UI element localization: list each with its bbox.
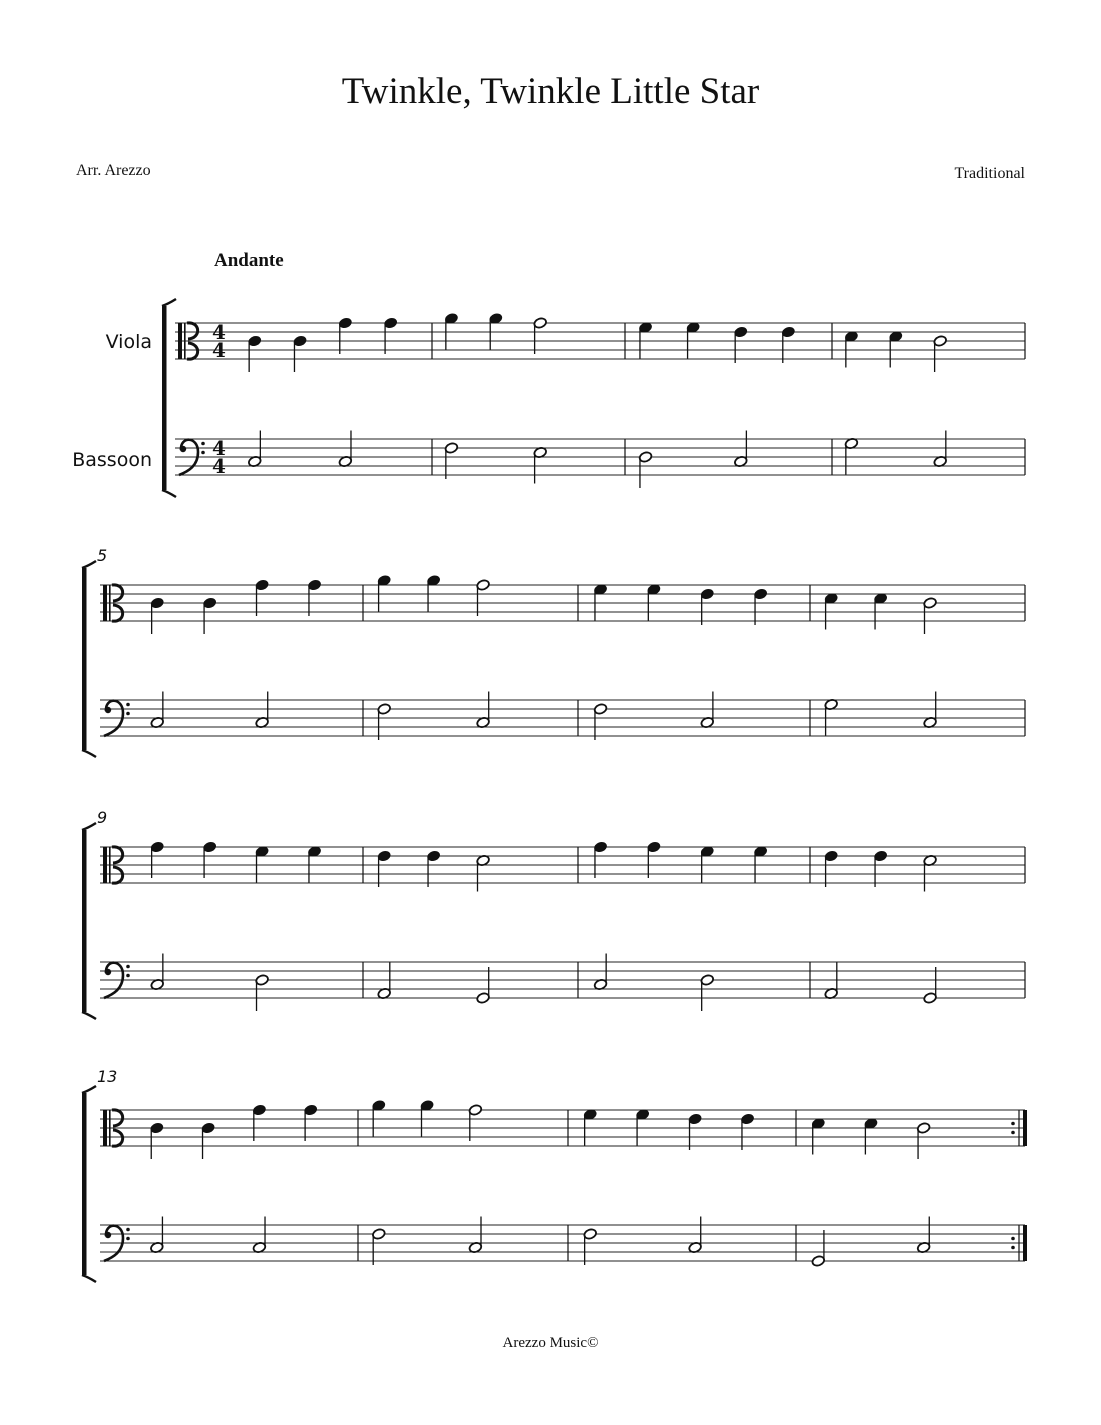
half-note — [700, 692, 714, 729]
half-note — [811, 1230, 825, 1267]
quarter-note — [593, 583, 607, 620]
half-note — [824, 963, 838, 1000]
bass-clef-head — [105, 707, 111, 713]
half-note — [255, 692, 269, 729]
repeat-dot — [1011, 1237, 1015, 1241]
repeat-dot — [1011, 1246, 1015, 1250]
bassoon-staff — [100, 1225, 1025, 1261]
half-note — [468, 1104, 482, 1141]
quarter-note — [203, 597, 217, 634]
quarter-note — [248, 335, 262, 372]
half-note — [476, 692, 490, 729]
bass-clef-dot-upper — [126, 703, 130, 707]
quarter-note — [377, 850, 391, 887]
bracket-bottom-hook — [162, 490, 176, 497]
time-signature-beats: 4 — [212, 320, 226, 344]
half-note — [933, 335, 947, 372]
half-note — [468, 1217, 482, 1254]
quarter-note — [203, 841, 217, 878]
half-note — [593, 954, 607, 991]
bass-clef-dot-lower — [126, 974, 130, 978]
system-bracket — [82, 1086, 96, 1282]
half-note — [923, 967, 937, 1004]
half-note — [688, 1217, 702, 1254]
quarter-note — [384, 317, 398, 354]
half-note — [923, 854, 937, 891]
alto-clef-upper-curve — [112, 1110, 123, 1126]
quarter-note — [638, 321, 652, 358]
arranger-credit: Arr. Arezzo — [76, 162, 151, 179]
half-note — [252, 1217, 266, 1254]
quarter-note — [307, 845, 321, 882]
bassoon-staff — [100, 700, 1025, 736]
viola-staff — [100, 847, 1025, 883]
half-note — [917, 1122, 931, 1159]
measure-number: 5 — [97, 546, 108, 565]
quarter-note — [293, 335, 307, 372]
alto-clef-thick-bar — [103, 1110, 107, 1146]
alto-clef-lower-curve — [187, 343, 198, 359]
bracket-top-hook — [162, 299, 176, 306]
quarter-note — [754, 845, 768, 882]
instrument-label-viola: Viola — [105, 331, 152, 353]
half-note — [150, 954, 164, 991]
quarter-note — [255, 845, 269, 882]
alto-clef-lower-curve — [112, 1130, 123, 1146]
alto-clef-thin-bar — [184, 323, 186, 359]
viola-staff — [100, 1110, 1025, 1146]
half-note — [476, 967, 490, 1004]
alto-clef-upper-curve — [112, 847, 123, 863]
bass-clef-dot-lower — [126, 1237, 130, 1241]
quarter-note — [824, 850, 838, 887]
quarter-note — [427, 574, 441, 611]
half-note — [150, 692, 164, 729]
bass-clef-head — [180, 446, 186, 452]
quarter-note — [647, 583, 661, 620]
quarter-note — [700, 588, 714, 625]
quarter-note — [754, 588, 768, 625]
measure-number: 13 — [97, 1067, 118, 1086]
quarter-note — [420, 1099, 434, 1136]
system-bracket — [82, 561, 96, 757]
bass-clef-dot-upper — [126, 1228, 130, 1232]
half-note — [824, 698, 838, 735]
alto-clef-lower-curve — [112, 867, 123, 883]
bracket-bottom-hook — [82, 750, 96, 757]
half-note — [844, 437, 858, 474]
score-title: Twinkle, Twinkle Little Star — [341, 71, 760, 112]
quarter-note — [740, 1113, 754, 1150]
bracket-bottom-hook — [82, 1012, 96, 1019]
alto-clef-thick-bar — [103, 585, 107, 621]
quarter-note — [150, 597, 164, 634]
half-note — [593, 703, 607, 740]
quarter-note — [377, 574, 391, 611]
bassoon-staff — [175, 439, 1025, 475]
composer-credit: Traditional — [954, 165, 1025, 182]
alto-clef-upper-curve — [112, 585, 123, 601]
repeat-dot — [1011, 1122, 1015, 1126]
quarter-note — [686, 321, 700, 358]
bracket-bar — [162, 306, 167, 490]
barline-thick — [1023, 1110, 1027, 1146]
quarter-note — [338, 317, 352, 354]
quarter-note — [636, 1108, 650, 1145]
quarter-note — [864, 1117, 878, 1154]
half-note — [248, 431, 262, 468]
half-note — [533, 317, 547, 354]
alto-clef-thick-bar — [103, 847, 107, 883]
bassoon-staff — [100, 962, 1025, 998]
time-signature-beat-type: 4 — [212, 454, 226, 478]
alto-clef-thin-bar — [109, 847, 111, 883]
half-note — [933, 431, 947, 468]
quarter-note — [489, 312, 503, 349]
bracket-bar — [82, 1093, 87, 1275]
measure-number: 9 — [97, 808, 108, 827]
bracket-bottom-hook — [82, 1275, 96, 1282]
quarter-note — [372, 1099, 386, 1136]
half-note — [734, 431, 748, 468]
alto-clef-lower-curve — [112, 605, 123, 621]
quarter-note — [688, 1113, 702, 1150]
time-signature-beat-type: 4 — [212, 338, 226, 362]
repeat-dot — [1011, 1131, 1015, 1135]
quarter-note — [781, 326, 795, 363]
quarter-note — [427, 850, 441, 887]
bracket-top-hook — [82, 1086, 96, 1093]
half-note — [476, 579, 490, 616]
half-note — [444, 442, 458, 479]
system-bracket — [82, 823, 96, 1019]
half-note — [923, 692, 937, 729]
quarter-note — [647, 841, 661, 878]
quarter-note — [874, 592, 888, 629]
bass-clef-dot-upper — [201, 442, 205, 446]
quarter-note — [255, 579, 269, 616]
tempo-marking: Andante — [214, 250, 284, 271]
half-note — [338, 431, 352, 468]
half-note — [372, 1228, 386, 1265]
quarter-note — [844, 330, 858, 367]
half-note — [377, 963, 391, 1000]
quarter-note — [150, 1122, 164, 1159]
viola-staff — [100, 585, 1025, 621]
quarter-note — [252, 1104, 266, 1141]
system-bracket — [162, 299, 176, 497]
half-note — [638, 451, 652, 488]
bass-clef-head — [105, 969, 111, 975]
time-signature-beats: 4 — [212, 436, 226, 460]
bracket-top-hook — [82, 561, 96, 568]
bass-clef-dot-lower — [201, 451, 205, 455]
quarter-note — [583, 1108, 597, 1145]
instrument-label-bassoon: Bassoon — [72, 449, 152, 471]
bass-clef-head — [105, 1232, 111, 1238]
quarter-note — [201, 1122, 215, 1159]
quarter-note — [307, 579, 321, 616]
half-note — [150, 1217, 164, 1254]
bracket-bar — [82, 830, 87, 1012]
bass-clef-dot-upper — [126, 965, 130, 969]
quarter-note — [150, 841, 164, 878]
half-note — [583, 1228, 597, 1265]
quarter-note — [734, 326, 748, 363]
quarter-note — [304, 1104, 318, 1141]
alto-clef-thin-bar — [109, 585, 111, 621]
quarter-note — [700, 845, 714, 882]
bass-clef-dot-lower — [126, 712, 130, 716]
half-note — [255, 974, 269, 1011]
quarter-note — [593, 841, 607, 878]
half-note — [533, 446, 547, 483]
quarter-note — [811, 1117, 825, 1154]
quarter-note — [874, 850, 888, 887]
alto-clef-thick-bar — [178, 323, 182, 359]
half-note — [476, 854, 490, 891]
alto-clef-thin-bar — [109, 1110, 111, 1146]
quarter-note — [824, 592, 838, 629]
bracket-bar — [82, 568, 87, 750]
footer-copyright: Arezzo Music© — [502, 1335, 599, 1351]
quarter-note — [889, 330, 903, 367]
half-note — [923, 597, 937, 634]
half-note — [377, 703, 391, 740]
half-note — [700, 974, 714, 1011]
quarter-note — [444, 312, 458, 349]
alto-clef-upper-curve — [187, 323, 198, 339]
bracket-top-hook — [82, 823, 96, 830]
half-note — [917, 1217, 931, 1254]
barline-thick — [1023, 1225, 1027, 1261]
